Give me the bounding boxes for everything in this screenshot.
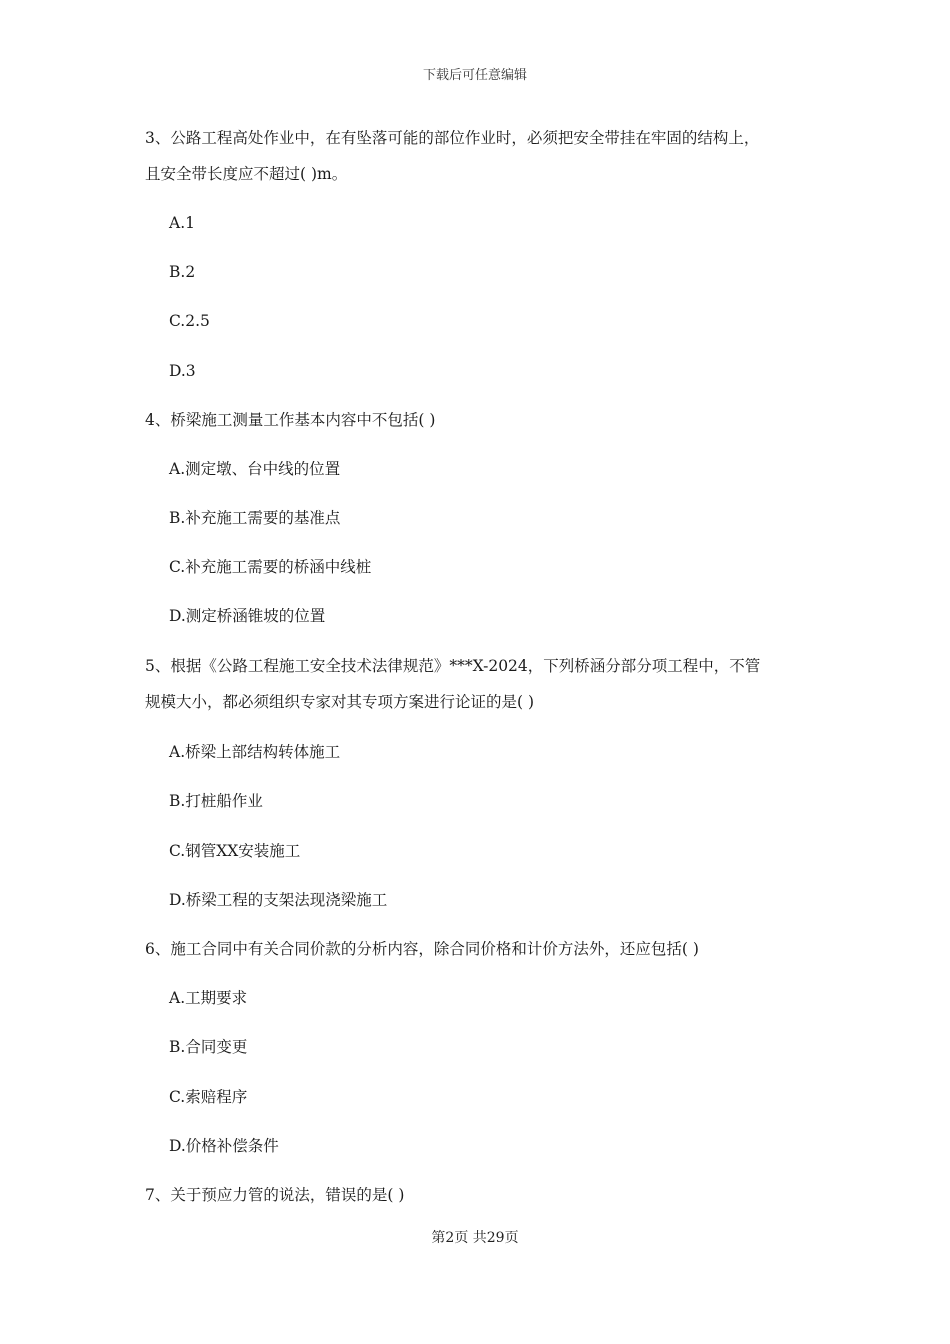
question-3-line-1: 3、公路工程高处作业中，在有坠落可能的部位作业时，必须把安全带挂在牢固的结构上， (145, 129, 760, 147)
question-4-option-a: A.测定墩、台中线的位置 (169, 460, 341, 478)
question-6-line-1: 6、施工合同中有关合同价款的分析内容，除合同价格和计价方法外，还应包括( ) (145, 940, 699, 958)
question-5-option-b: B.打桩船作业 (169, 792, 263, 810)
question-3-option-a: A.1 (169, 214, 195, 232)
page-header-note: 下载后可任意编辑 (422, 68, 527, 83)
question-5-option-a: A.桥梁上部结构转体施工 (169, 743, 341, 761)
question-6-option-c: C.索赔程序 (169, 1088, 248, 1106)
question-4-line-1: 4、桥梁施工测量工作基本内容中不包括( ) (145, 411, 436, 429)
question-5-option-c: C.钢管XX安装施工 (169, 842, 301, 860)
page-footer-number: 第2页 共29页 (431, 1230, 519, 1246)
question-5-line-2: 规模大小，都必须组织专家对其专项方案进行论证的是( ) (145, 693, 535, 711)
question-3-option-d: D.3 (169, 362, 196, 380)
question-4-option-b: B.补充施工需要的基准点 (169, 509, 341, 527)
question-6-option-a: A.工期要求 (169, 989, 248, 1007)
question-5-line-1: 5、根据《公路工程施工安全技术法律规范》***X-2024，下列桥涵分部分项工程中，不管 (145, 657, 761, 675)
question-4-option-c: C.补充施工需要的桥涵中线桩 (169, 558, 372, 576)
question-6-option-b: B.合同变更 (169, 1038, 248, 1056)
question-3-option-c: C.2.5 (169, 312, 210, 330)
question-5-option-d: D.桥梁工程的支架法现浇梁施工 (169, 891, 388, 909)
question-7-line-1: 7、关于预应力管的说法，错误的是( ) (145, 1186, 405, 1204)
question-3-line-2: 且安全带长度应不超过( )m。 (145, 165, 348, 183)
question-6-option-d: D.价格补偿条件 (169, 1137, 279, 1155)
question-3-option-b: B.2 (169, 263, 196, 281)
question-4-option-d: D.测定桥涵锥坡的位置 (169, 607, 326, 625)
